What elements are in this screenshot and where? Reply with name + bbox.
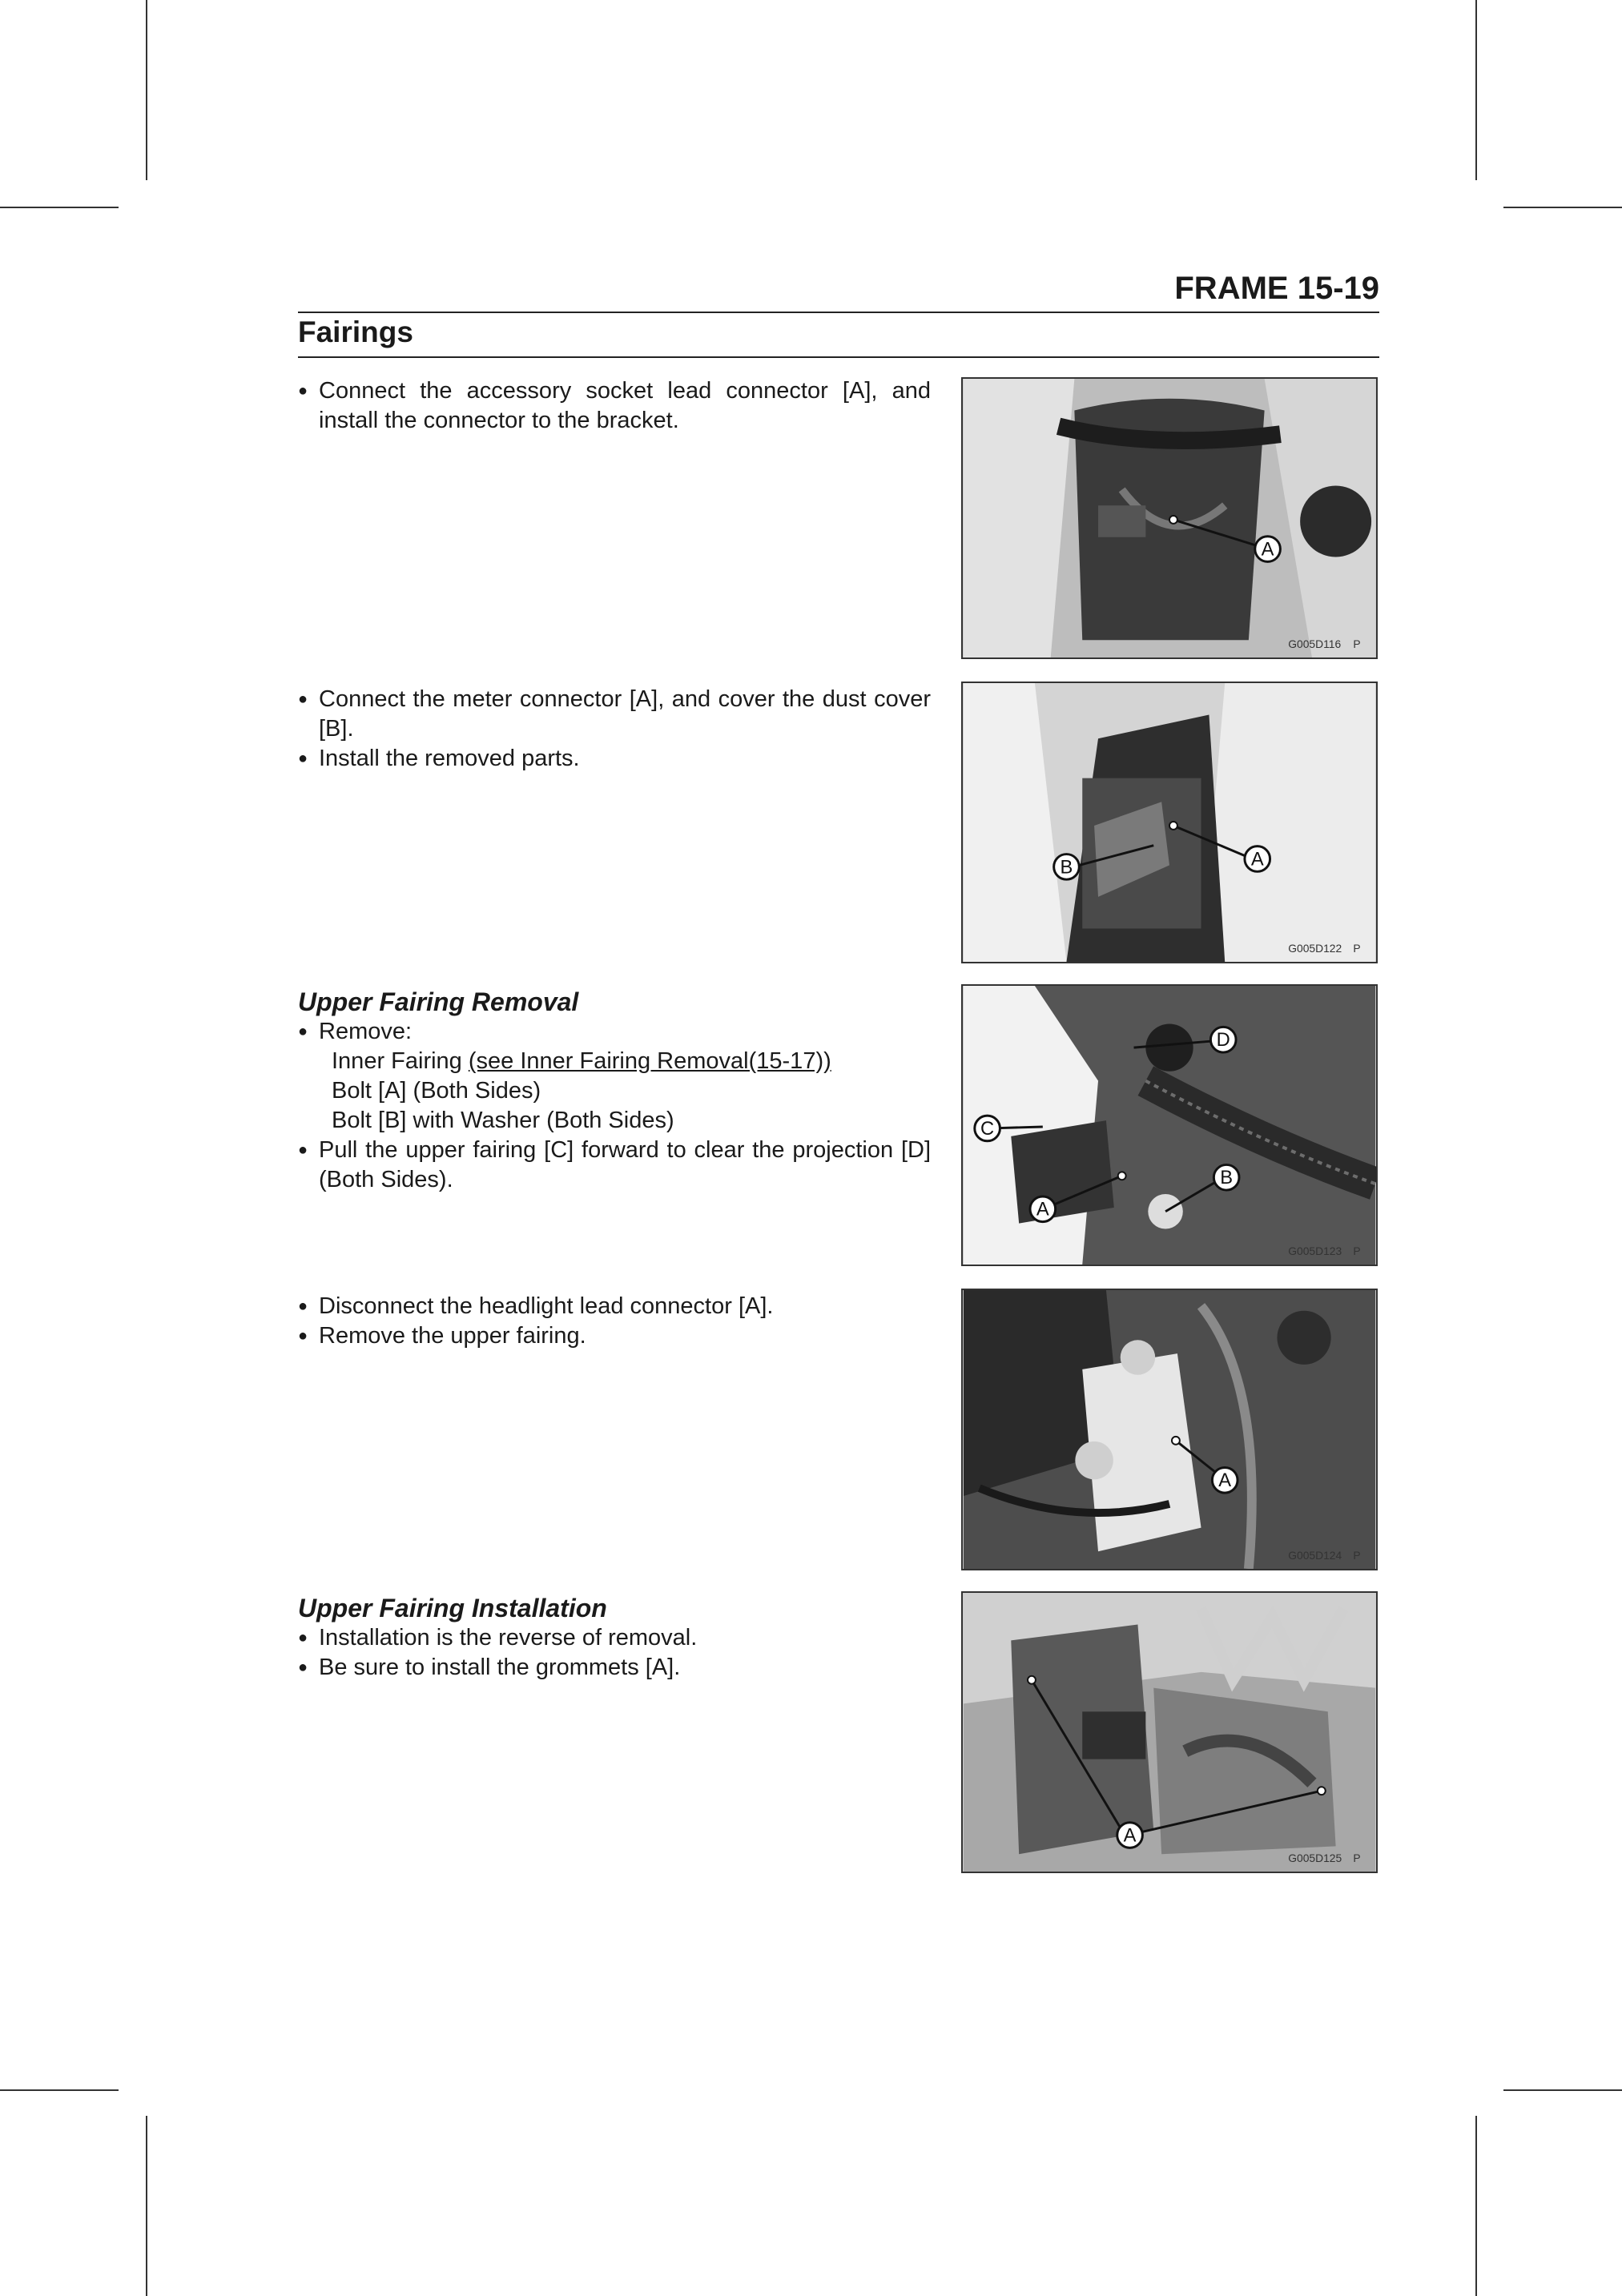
callout-label: B <box>1060 857 1073 879</box>
remove-item: Inner Fairing (see Inner Fairing Removal(15-17)) <box>332 1048 831 1074</box>
callout-label: A <box>1218 1470 1232 1492</box>
figure-code-suffix: P <box>1353 942 1361 955</box>
figure-photo <box>961 377 1378 659</box>
step-block <box>298 685 931 774</box>
bullet-item: ● Installation is the reverse of removal. <box>298 1623 931 1653</box>
subsection-heading: Upper Fairing Removal <box>298 987 579 1016</box>
callout-label: C <box>980 1118 995 1140</box>
figure-code: G005D124 <box>1288 1549 1342 1562</box>
page-header: FRAME 15-19 <box>1174 271 1379 306</box>
figure-code-suffix: P <box>1353 637 1361 651</box>
cross-reference-link[interactable]: (see Inner Fairing Removal(15-17)) <box>468 1048 831 1074</box>
figure-code-suffix: P <box>1353 1245 1361 1258</box>
bullet-item: ● Install the removed parts. <box>298 744 931 774</box>
figure-code-suffix: P <box>1353 1852 1361 1865</box>
figure-code: G005D116 <box>1288 637 1342 651</box>
figure-photo <box>961 984 1378 1266</box>
crop-mark <box>1475 0 1477 180</box>
step-block <box>298 987 931 1195</box>
subsection-heading: Upper Fairing Installation <box>298 1594 607 1622</box>
section-title: Fairings <box>298 316 413 348</box>
figure-photo <box>961 1289 1378 1570</box>
bullet-item: ● Connect the accessory socket lead connector [A], and install the connector to the bracket. <box>298 376 931 436</box>
header-rule <box>298 312 1379 313</box>
step-block <box>298 1594 931 1683</box>
crop-mark <box>146 2116 147 2296</box>
callout-label: D <box>1216 1030 1230 1051</box>
crop-mark <box>0 207 119 208</box>
callout-label: A <box>1036 1199 1049 1220</box>
step-block <box>298 376 931 436</box>
bullet-item: ● Be sure to install the grommets [A]. <box>298 1653 931 1683</box>
callout-label: A <box>1123 1825 1137 1847</box>
remove-item: Bolt [A] (Both Sides) <box>332 1078 541 1104</box>
bullet-item: ● Pull the upper fairing [C] forward to clear the projection [D] (Both Sides). <box>298 1136 931 1195</box>
photo-upper-fairing-removal <box>963 986 1376 1265</box>
bullet-item: ● Disconnect the headlight lead connector [A]. <box>298 1292 931 1321</box>
crop-mark <box>1503 2089 1622 2091</box>
photo-meter-connector <box>963 683 1376 962</box>
figure-code: G005D122 <box>1288 942 1342 955</box>
callout-label: A <box>1250 849 1264 871</box>
bullet-item: ● Connect the meter connector [A], and cover the dust cover [B]. <box>298 685 931 744</box>
crop-mark <box>146 0 147 180</box>
figure-photo <box>961 682 1378 963</box>
figure-code: G005D125 <box>1288 1852 1342 1865</box>
figure-photo <box>961 1591 1378 1873</box>
photo-accessory-socket-connector <box>963 379 1376 657</box>
bullet-item: ● Remove: <box>298 1017 931 1047</box>
section-rule <box>298 356 1379 358</box>
figure-code-suffix: P <box>1353 1549 1361 1562</box>
callout-label: B <box>1220 1168 1234 1189</box>
photo-fairing-grommets <box>963 1593 1376 1872</box>
step-block <box>298 1292 931 1351</box>
figure-code: G005D123 <box>1288 1245 1342 1258</box>
remove-item: Bolt [B] with Washer (Both Sides) <box>332 1108 674 1133</box>
crop-mark <box>1475 2116 1477 2296</box>
crop-mark <box>0 2089 119 2091</box>
callout-label: A <box>1261 539 1274 561</box>
crop-mark <box>1503 207 1622 208</box>
bullet-item: ● Remove the upper fairing. <box>298 1321 931 1351</box>
photo-headlight-connector <box>963 1290 1376 1569</box>
